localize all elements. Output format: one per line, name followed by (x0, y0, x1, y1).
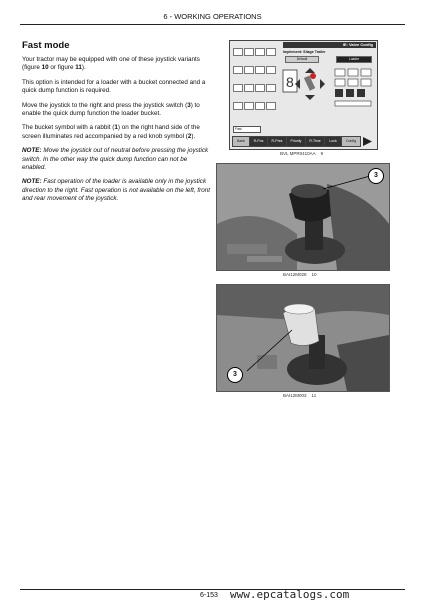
watermark-link[interactable]: www.epcatalogs.com (230, 588, 350, 601)
valve-diagram (280, 65, 375, 125)
toolbar-lock[interactable]: Lock (324, 136, 342, 147)
toolbar-back[interactable]: Back (232, 136, 250, 147)
loader-button[interactable]: Loader (336, 56, 372, 63)
callout-3-fig11: 3 (227, 367, 243, 383)
section-title: Fast mode (22, 40, 70, 51)
paragraph-2: This option is intended for a loader with a bucket connected and a quick dump function is required. (22, 78, 206, 95)
figure-11-caption: BAI12M003 11 (283, 393, 317, 398)
header-rule (20, 24, 405, 25)
figure-11-photo (216, 284, 390, 392)
page-number: 6-153 (200, 592, 218, 599)
red-knob-icon (310, 73, 316, 79)
joystick-photo-10 (217, 164, 389, 270)
play-arrow-icon[interactable] (361, 136, 373, 147)
figure-10-photo (216, 163, 390, 271)
figure-10-caption: BAI12M028 10 (283, 272, 317, 277)
screen-subtitle: Implement: Silage Trailer (283, 50, 326, 54)
body-text (22, 56, 212, 210)
paragraph-4: The bucket symbol with a rabbit (1) on the right hand side of the screen illuminates red accompanied by a red knob symbol (2). (22, 124, 200, 140)
callout-3-fig10: 3 (368, 168, 384, 184)
fast-field: Fast (233, 126, 261, 133)
toolbar-r-pres[interactable]: R-Pres (267, 136, 287, 147)
toolbar-r-time[interactable]: R-Time (305, 136, 325, 147)
note-1: NOTE: Move the joystick out of neutral before pressing the joystick switch. In the other way the quick dump function can not be enabled. (22, 147, 209, 172)
paragraph-1: Your tractor may be equipped with one of these joystick variants (figure 10 or figure 11). (22, 56, 200, 72)
screen-title: IE: Valve Config (342, 42, 373, 47)
default-button[interactable]: Default (285, 56, 319, 63)
toolbar-r-pos[interactable]: R-Pos (249, 136, 268, 147)
page-header: 6 - WORKING OPERATIONS (163, 12, 262, 21)
arrow-down-icon (305, 95, 315, 100)
svg-text:8: 8 (286, 74, 294, 90)
arrow-right-icon (320, 79, 325, 89)
toolbar-config[interactable]: Config (341, 136, 361, 147)
figure-9-caption: BVL MPR0410AA 9 (280, 151, 324, 156)
toolbar-priority[interactable]: Priority (286, 136, 306, 147)
paragraph-3: Move the joystick to the right and press the joystick switch (3) to enable the quick dump function the loader bucket. (22, 101, 200, 118)
note-2: NOTE: Fast operation of the loader is available only in the joystick direction to the right. Fast operation is not available on the left, front and rear movement of the joystick. (22, 178, 210, 203)
arrow-up-icon (305, 68, 315, 73)
icon-grid (233, 44, 279, 116)
figure-9-screen (229, 40, 378, 150)
screen-title-bar (283, 42, 376, 48)
